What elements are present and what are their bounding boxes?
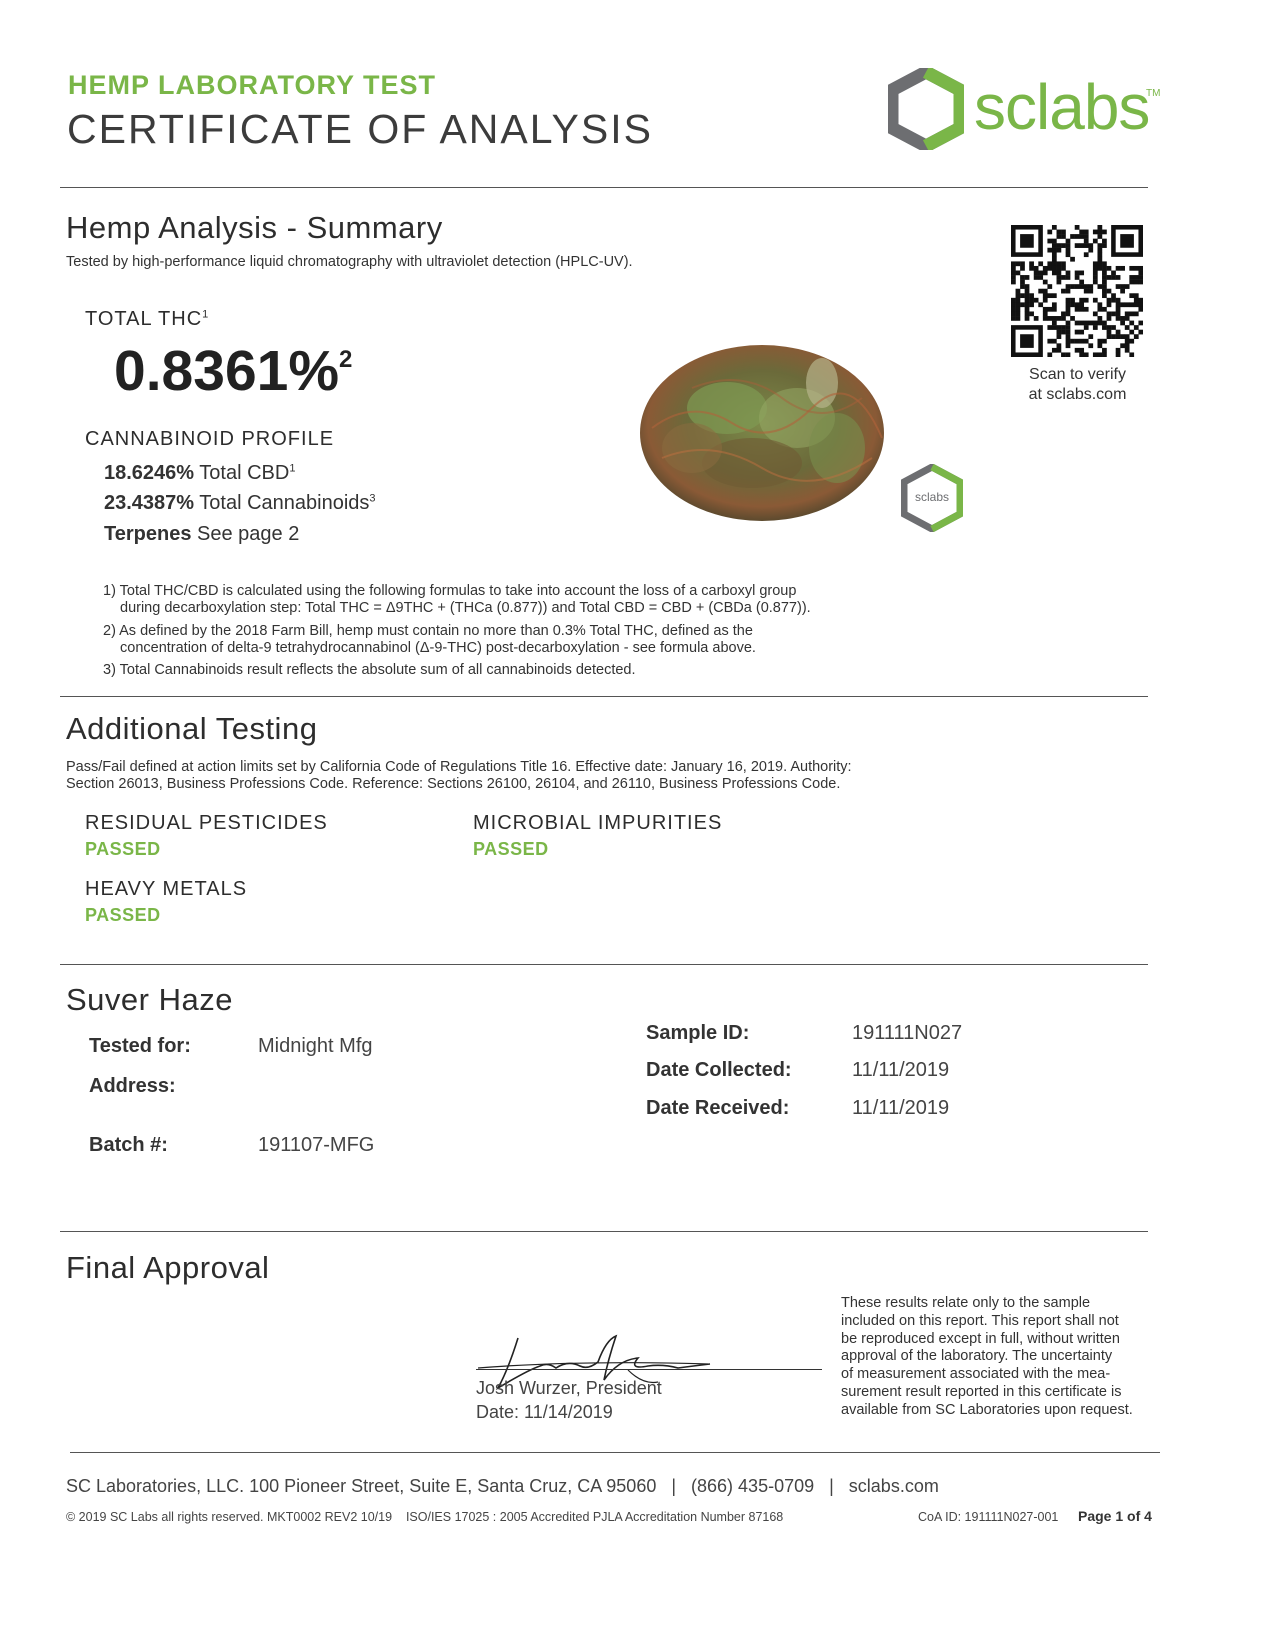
date-received-label: Date Received:	[646, 1097, 790, 1119]
approval-date: Date: 11/14/2019	[476, 1402, 613, 1422]
sample-id-label: Sample ID:	[646, 1022, 750, 1044]
status-badge: PASSED	[85, 905, 161, 925]
sample-name: Suver Haze	[66, 982, 233, 1017]
divider	[60, 964, 1148, 965]
cannabinoid-profile-label: CANNABINOID PROFILE	[85, 428, 335, 450]
additional-testing-title: Additional Testing	[66, 711, 318, 746]
document-title: CERTIFICATE OF ANALYSIS	[67, 106, 653, 152]
footer-copyright: © 2019 SC Labs all rights reserved. MKT0002 REV2 10/19 ISO/IES 17025 : 2005 Accredited PJLA Accreditation Number 87168	[66, 1510, 784, 1524]
status-badge: PASSED	[85, 839, 161, 859]
final-approval-title: Final Approval	[66, 1250, 270, 1285]
profile-row-cannabinoids: 23.4387% Total Cannabinoids$^3$	[104, 492, 376, 514]
sample-id-value: 191111N027	[852, 1022, 963, 1044]
footer-coa-id: CoA ID: 191111N027-001	[918, 1510, 1059, 1524]
qr-caption-line: Scan to verify	[1029, 366, 1126, 383]
tested-for-label: Tested for:	[89, 1035, 191, 1057]
page-indicator: Page 1 of 4	[1078, 1508, 1152, 1524]
hemp-flower-image	[632, 328, 892, 528]
qr-caption	[1020, 365, 1135, 405]
test-residual-pesticides: RESIDUAL PESTICIDES PASSED	[85, 812, 328, 859]
qr-code[interactable]	[1011, 225, 1143, 357]
batch-value: 191107-MFG	[258, 1134, 375, 1156]
footnote-3: 3) Total Cannabinoids result reflects the absolute sum of all cannabinoids detected.	[103, 662, 636, 678]
logo-wordmark: sclabs	[974, 71, 1150, 143]
footnote-1: 1) Total THC/CBD is calculated using the following formulas to take into account the loss of a carboxyl group during decarboxylation step: Total THC = Δ9THC + (THCa (0.877)) and Total CBD = CBD + (CBDa (0.877)).	[103, 583, 811, 616]
summary-title: Hemp Analysis - Summary	[66, 210, 443, 245]
divider	[70, 1452, 1160, 1453]
footer-address: SC Laboratories, LLC. 100 Pioneer Street, Suite E, Santa Cruz, CA 95060 | (866) 435-0709 | sclabs.com	[66, 1476, 939, 1496]
method-text: Tested by high-performance liquid chromatography with ultraviolet detection (HPLC-UV).	[66, 254, 633, 270]
sclabs-logo	[888, 68, 1178, 150]
footnote-2: 2) As defined by the 2018 Farm Bill, hemp must contain no more than 0.3% Total THC, defined as the concentration of delta-9 tetrahydrocannabinol (Δ-9-THC) post-decarboxylation - see formula above.	[103, 623, 756, 656]
disclaimer-text: These results relate only to the sample included on this report. This report shall not be reproduced except in full, without written approval of the laboratory. The uncertainty of measurement associated with the mea- surement result reported in this certificate is available from SC Laboratories upon request.	[841, 1295, 1133, 1418]
signer-name: Josh Wurzer, President	[476, 1378, 662, 1398]
stamp-text: sclabs	[914, 490, 949, 504]
date-collected-value: 11/11/2019	[852, 1059, 950, 1081]
batch-label: Batch #:	[89, 1134, 168, 1156]
profile-row-cbd: 18.6246% Total CBD$^1$	[104, 462, 296, 484]
test-microbial-impurities: MICROBIAL IMPURITIES PASSED	[473, 812, 723, 859]
divider	[60, 696, 1148, 697]
tested-for-value: Midnight Mfg	[258, 1035, 373, 1057]
status-badge: PASSED	[473, 839, 549, 859]
logo-trademark: TM	[1146, 88, 1161, 99]
hexagon-logo-icon	[888, 68, 964, 150]
signature-line	[476, 1369, 822, 1370]
date-collected-label: Date Collected:	[646, 1059, 792, 1081]
additional-testing-desc: Pass/Fail defined at action limits set by California Code of Regulations Title 16. Effective date: January 16, 2019. Authority: Section 26013, Business Professions Code. Reference: Sections 26100, 26104, and 26110, Business Professions Code.	[66, 759, 852, 792]
qr-caption-line: at sclabs.com	[1028, 386, 1127, 403]
divider	[60, 1231, 1148, 1232]
divider	[60, 187, 1148, 188]
total-thc-label: TOTAL THC$^1$	[85, 308, 210, 330]
address-label: Address:	[89, 1075, 176, 1097]
header-eyebrow: HEMP LABORATORY TEST	[68, 70, 437, 100]
profile-row-terpenes: Terpenes See page 2	[104, 523, 300, 545]
total-thc-value: 0.8361%$^2$	[114, 339, 353, 403]
test-heavy-metals: HEAVY METALS PASSED	[85, 878, 248, 925]
date-received-value: 11/11/2019	[852, 1097, 950, 1119]
sclabs-stamp	[901, 464, 963, 532]
